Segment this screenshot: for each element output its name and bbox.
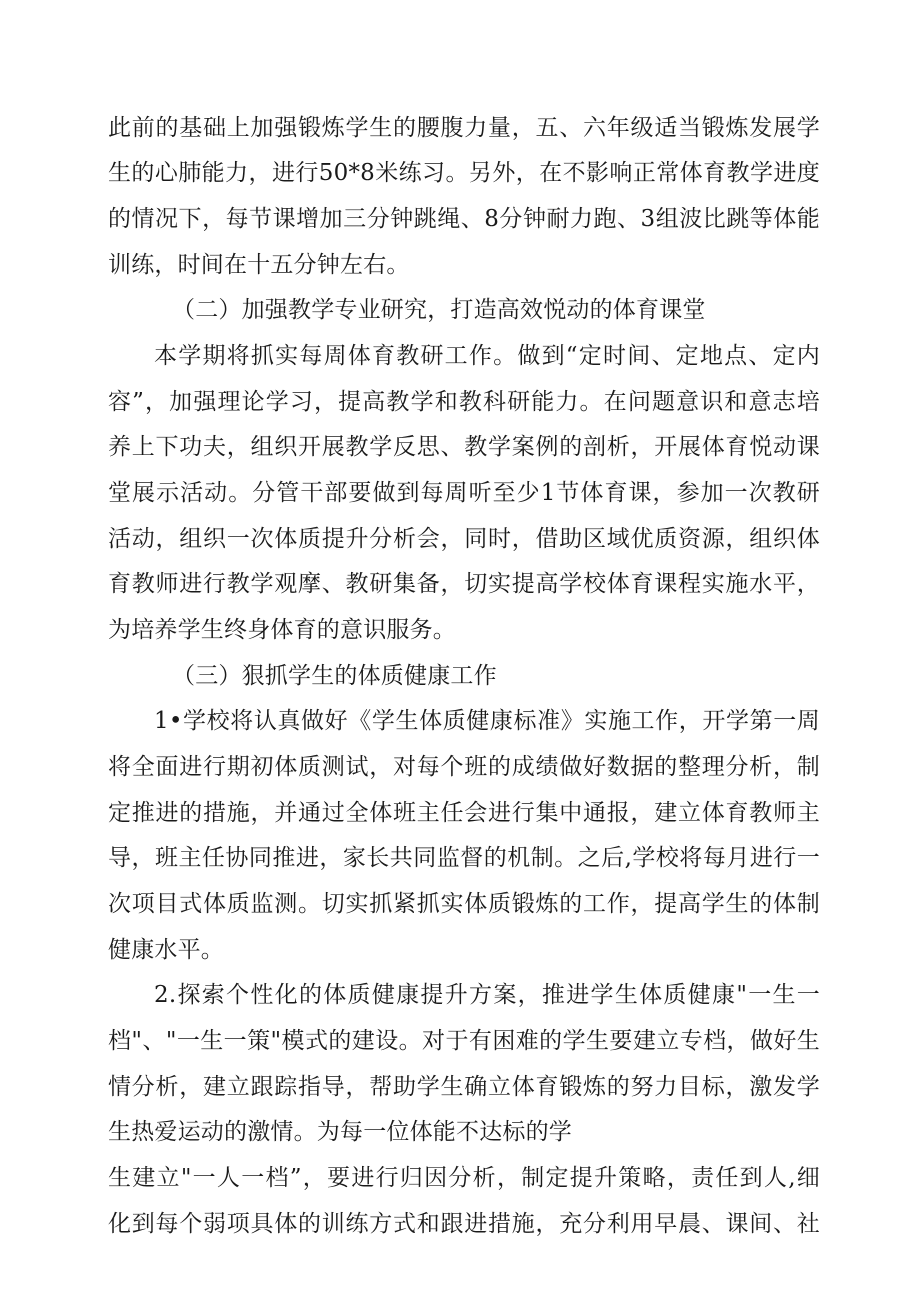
- section-heading: （二）加强教学专业研究，打造高效悦动的体育课堂: [172, 297, 706, 323]
- paragraph-line: 此前的基础上加强锻炼学生的腰腹力量，五、六年级适当锻炼发展学: [108, 115, 820, 141]
- paragraph-line: 1•学校将认真做好《学生体质健康标准》实施工作，开学第一周: [154, 708, 820, 734]
- paragraph-line: 档"、"一生一策"模式的建设。对于有困难的学生要建立专档，做好生: [108, 1028, 820, 1054]
- paragraph-line: 导，班主任协同推进，家长共同监督的机制。之后,学校将每月进行一: [108, 845, 820, 871]
- paragraph-line: 2.探索个性化的体质健康提升方案，推进学生体质健康"一生一: [154, 982, 820, 1008]
- paragraph-line: 训练，时间在十五分钟左右。: [108, 252, 410, 278]
- paragraph-line: 化到每个弱项具体的训练方式和跟进措施，充分利用早晨、课间、社: [108, 1211, 820, 1237]
- paragraph-line: 生热爱运动的激情。为每一位体能不达标的学: [108, 1119, 572, 1145]
- paragraph-line: 容”，加强理论学习，提高教学和教科研能力。在问题意识和意志培: [108, 389, 820, 415]
- paragraph-line: 情分析，建立跟踪指导，帮助学生确立体育锻炼的努力目标，激发学: [108, 1074, 820, 1100]
- paragraph-line: 养上下功夫，组织开展教学反思、教学案例的剖析，开展体育悦动课: [108, 434, 820, 460]
- paragraph-line: 次项目式体质监测。切实抓紧抓实体质锻炼的工作，提高学生的体制: [108, 891, 820, 917]
- paragraph-line: 健康水平。: [108, 937, 224, 963]
- paragraph-line: 为培养学生终身体育的意识服务。: [108, 617, 456, 643]
- paragraph-line: 育教师进行教学观摩、教研集备，切实提高学校体育课程实施水平，: [108, 571, 820, 597]
- paragraph-line: 堂展示活动。分管干部要做到每周听至少1节体育课，参加一次教研: [108, 480, 820, 506]
- paragraph-line: 定推进的措施，并通过全体班主任会进行集中通报，建立体育教师主: [108, 800, 820, 826]
- paragraph-line: 生建立"一人一档”，要进行归因分析，制定提升策略，责任到人,细: [108, 1165, 820, 1191]
- paragraph-line: 生的心肺能力，进行50*8米练习。另外，在不影响正常体育教学进度: [108, 160, 820, 186]
- paragraph-line: 将全面进行期初体质测试，对每个班的成绩做好数据的整理分析，制: [108, 754, 820, 780]
- section-heading: （三）狠抓学生的体质健康工作: [172, 663, 497, 689]
- paragraph-line: 活动，组织一次体质提升分析会，同时，借助区域优质资源，组织体: [108, 526, 820, 552]
- paragraph-line: 的情况下，每节课增加三分钟跳绳、8分钟耐力跑、3组波比跳等体能: [108, 206, 820, 232]
- paragraph-line: 本学期将抓实每周体育教研工作。做到“定时间、定地点、定内: [154, 343, 820, 369]
